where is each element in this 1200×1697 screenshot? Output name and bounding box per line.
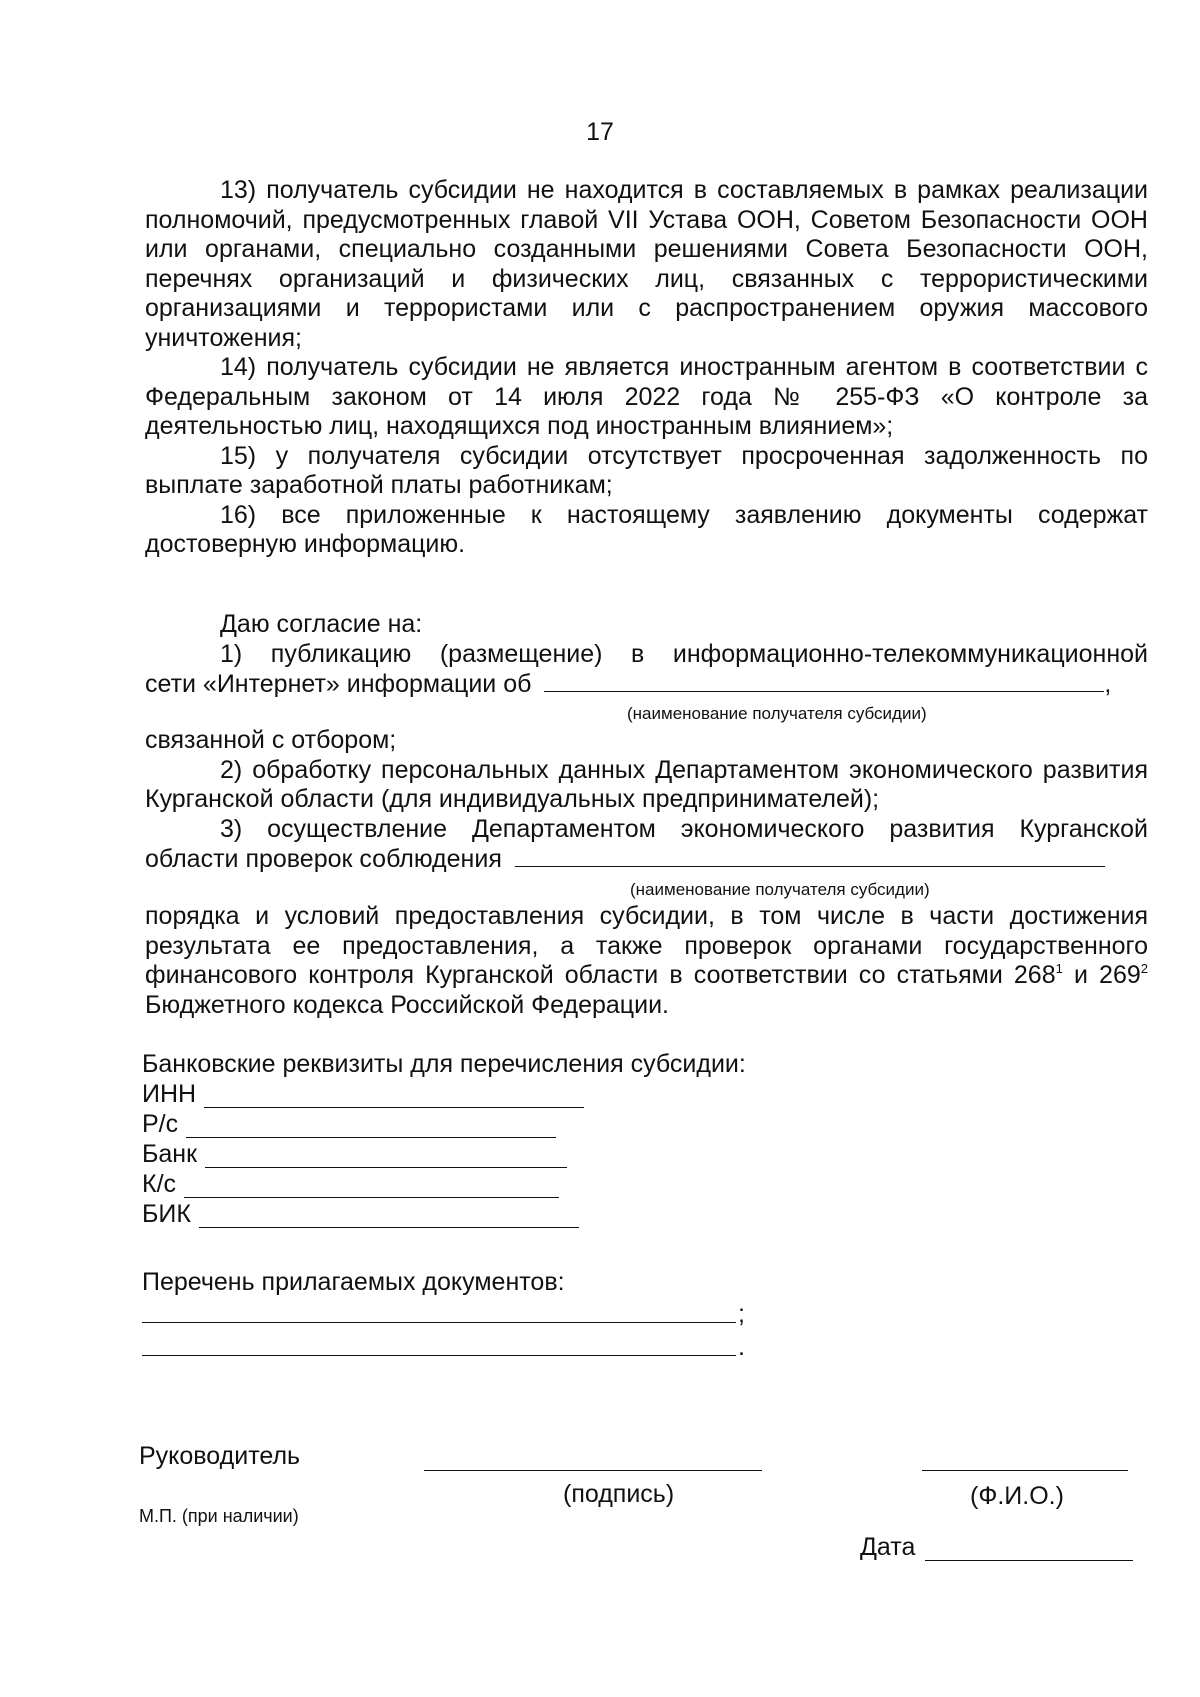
account-field[interactable] [186, 1117, 556, 1138]
bank-label-bik: БИК [142, 1200, 191, 1228]
document-line-2-end: . [738, 1333, 745, 1361]
date-label: Дата [860, 1533, 916, 1561]
name-caption: (Ф.И.О.) [970, 1482, 1064, 1510]
signature-caption: (подпись) [563, 1480, 675, 1508]
document-line-1[interactable] [142, 1322, 736, 1323]
name-line[interactable] [922, 1470, 1128, 1471]
bank-label-bank: Банк [142, 1140, 198, 1168]
bik-field[interactable] [199, 1207, 579, 1228]
consent-item3-line1: 3) осуществление Департаментом экономического развития Курганской [220, 814, 1148, 843]
consent-item3-tail-b: и 269 [1062, 961, 1141, 989]
bank-row-corr [142, 1170, 559, 1198]
head-label: Руководитель [139, 1442, 301, 1470]
consent-item2: 2) обработку персональных данных Департаментом экономического развития Курганской области (для индивидуальных предпринимателей); [145, 755, 1148, 813]
superscript-2: 2 [1140, 961, 1148, 976]
bank-row-bank [142, 1140, 567, 1168]
condition-13: 13) получатель субсидии не находится в составляемых в рамках реализации полномочий, предусмотренных главой VII Устава ООН, Советом Безопасности ООН или органами, специально созданными решениями Совета Безопасности ООН, перечнях организаций и физических лиц, связанных с террористическими организациями и террористами или с распространением оружия массового уничтожения; [145, 176, 1148, 352]
date-line[interactable] [925, 1560, 1133, 1561]
condition-16: 16) все приложенные к настоящему заявлению документы содержат достоверную информацию. [145, 500, 1148, 558]
condition-15: 15) у получателя субсидии отсутствует просроченная задолженность по выплате заработной платы работникам; [145, 441, 1148, 499]
consent-item3-text: области проверок соблюдения [145, 845, 502, 873]
documents-heading: Перечень прилагаемых документов: [142, 1268, 565, 1296]
consent-item3-tail-block [145, 902, 1148, 1020]
page-number: 17 [586, 118, 614, 146]
consent-section-cont [145, 726, 1148, 875]
signature-line[interactable] [424, 1470, 762, 1471]
recipient-name-field-1[interactable] [544, 669, 1104, 692]
condition-14: 14) получатель субсидии не является иностранным агентом в соответствии с Федеральным законом от 14 июля 2022 года № 255-ФЗ «О контроле за деятельностью лиц, находящихся под иностранным влиянием»; [145, 353, 1148, 440]
corr-account-field[interactable] [184, 1177, 559, 1198]
conditions-list [145, 176, 1148, 560]
consent-item1-line1: 1) публикацию (размещение) в информационно-телекоммуникационной [220, 639, 1148, 668]
consent-section [145, 610, 1148, 700]
bank-name-field[interactable] [205, 1147, 567, 1168]
consent-item3-tail-c: Бюджетного кодекса Российской Федерации. [145, 990, 669, 1019]
bank-heading: Банковские реквизиты для перечисления субсидии: [142, 1050, 746, 1078]
consent-item3-tail-a: порядка и условий предоставления субсидии, в том числе в части достижения результата ее предоставления, а также проверок органами государственного финансового контроля Курганской области в соответствии со статьями 268 [145, 902, 1148, 989]
consent-heading: Даю согласие на: [220, 610, 423, 638]
consent-item1-line2 [145, 669, 1148, 700]
document-line-2[interactable] [142, 1355, 736, 1356]
consent-item1-tail: связанной с отбором; [145, 726, 397, 754]
bank-label-corr: К/с [142, 1170, 177, 1198]
consent-item1-text: сети «Интернет» информации об [145, 670, 532, 698]
recipient-name-field-2[interactable] [515, 844, 1105, 867]
consent-item1-suffix: , [1104, 670, 1112, 698]
consent-item3-tail [145, 902, 1148, 1020]
stamp-label: М.П. (при наличии) [139, 1506, 299, 1526]
bank-row-inn [142, 1080, 584, 1108]
document-line-1-end: ; [738, 1300, 745, 1328]
inn-field[interactable] [204, 1087, 584, 1108]
superscript-1: 1 [1055, 961, 1063, 976]
recipient-caption-2: (наименование получателя субсидии) [630, 880, 930, 899]
bank-label-account: Р/с [142, 1110, 179, 1138]
recipient-caption-1: (наименование получателя субсидии) [627, 704, 927, 723]
bank-row-bik [142, 1200, 579, 1228]
consent-item3-line2 [145, 844, 1148, 875]
bank-label-inn: ИНН [142, 1080, 197, 1108]
bank-row-account [142, 1110, 556, 1138]
